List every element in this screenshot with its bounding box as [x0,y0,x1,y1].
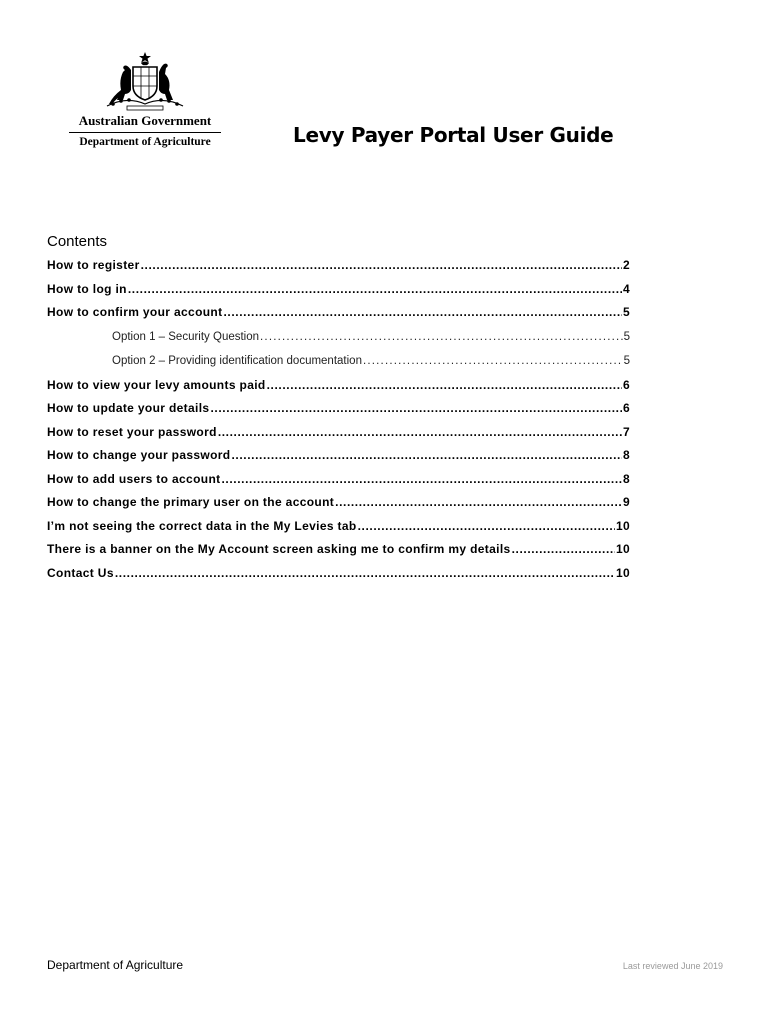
toc-leader-dots [231,444,621,468]
department-name: Department of Agriculture [79,136,211,148]
toc-entry-label: Option 2 – Providing identification documentation [112,355,362,367]
toc-entry-page-number: 8 [622,471,630,486]
toc-entry-label: How to view your levy amounts paid [47,377,266,392]
toc-entry-page-number: 5 [623,355,630,367]
toc-entry-page-number: 8 [622,448,630,462]
toc-entry-page-number: 5 [623,330,630,343]
toc-entry[interactable] [47,491,630,515]
table-of-contents [47,233,630,585]
toc-entry[interactable] [47,515,630,539]
toc-entry-label: How to change your password [47,448,231,462]
toc-entry-page-number: 10 [615,518,630,533]
commonwealth-coat-of-arms-icon [97,50,193,112]
toc-leader-dots [221,468,622,492]
toc-leader-dots [358,515,615,539]
toc-leader-dots [218,421,622,445]
toc-entry-page-number: 2 [622,258,630,272]
toc-leader-dots [267,374,622,398]
toc-entry[interactable] [47,421,630,445]
toc-entry-label: How to confirm your account [47,305,223,319]
toc-leader-dots [115,562,615,586]
toc-entry-label: How to log in [47,281,127,296]
toc-entry-page-number: 4 [622,281,630,296]
toc-entry[interactable] [47,397,630,421]
toc-entry-page-number: 9 [622,495,630,509]
toc-entry-label: Option 1 – Security Question [112,330,260,343]
agency-logo [60,50,230,148]
toc-entry[interactable] [47,349,630,374]
toc-entry-label: How to reset your password [47,424,217,439]
toc-leader-dots [335,491,622,515]
toc-entry[interactable] [47,468,630,492]
toc-entry-page-number: 10 [615,565,630,580]
toc-entry-page-number: 5 [622,305,630,319]
toc-entry[interactable] [47,538,630,562]
toc-entry-label: How to add users to account [47,471,221,486]
toc-entry-label: Contact Us [47,565,114,580]
footer-department: Department of Agriculture [47,958,184,972]
toc-leader-dots [210,397,622,421]
toc-entry[interactable] [47,301,630,325]
document-title: Levy Payer Portal User Guide [293,123,614,147]
toc-heading: Contents [47,233,108,250]
toc-entry-label: How to change the primary user on the account [47,495,335,509]
toc-leader-dots [260,325,623,350]
toc-entry-label: There is a banner on the My Account screen asking me to confirm my details [47,542,511,556]
toc-entry[interactable] [47,254,630,278]
toc-entry-label: How to register [47,258,140,272]
toc-entry-label: I’m not seeing the correct data in the My Levies tab [47,518,357,533]
toc-entry[interactable] [47,562,630,586]
toc-entry[interactable] [47,325,630,350]
toc-entry[interactable] [47,278,630,302]
toc-entry-page-number: 6 [622,377,630,392]
toc-leader-dots [363,349,623,374]
toc-leader-dots [512,538,615,562]
toc-entry[interactable] [47,374,630,398]
toc-leader-dots [128,278,622,302]
toc-entry[interactable] [47,444,630,468]
government-name: Australian Government [69,113,221,133]
toc-entry-page-number: 10 [615,542,630,556]
toc-entry-page-number: 6 [622,401,630,415]
toc-entry-label: How to update your details [47,401,210,415]
toc-leader-dots [223,301,622,325]
toc-list [47,254,630,585]
toc-leader-dots [141,254,622,278]
toc-entry-page-number: 7 [622,424,630,439]
footer-review-date: Last reviewed June 2019 [622,961,723,971]
